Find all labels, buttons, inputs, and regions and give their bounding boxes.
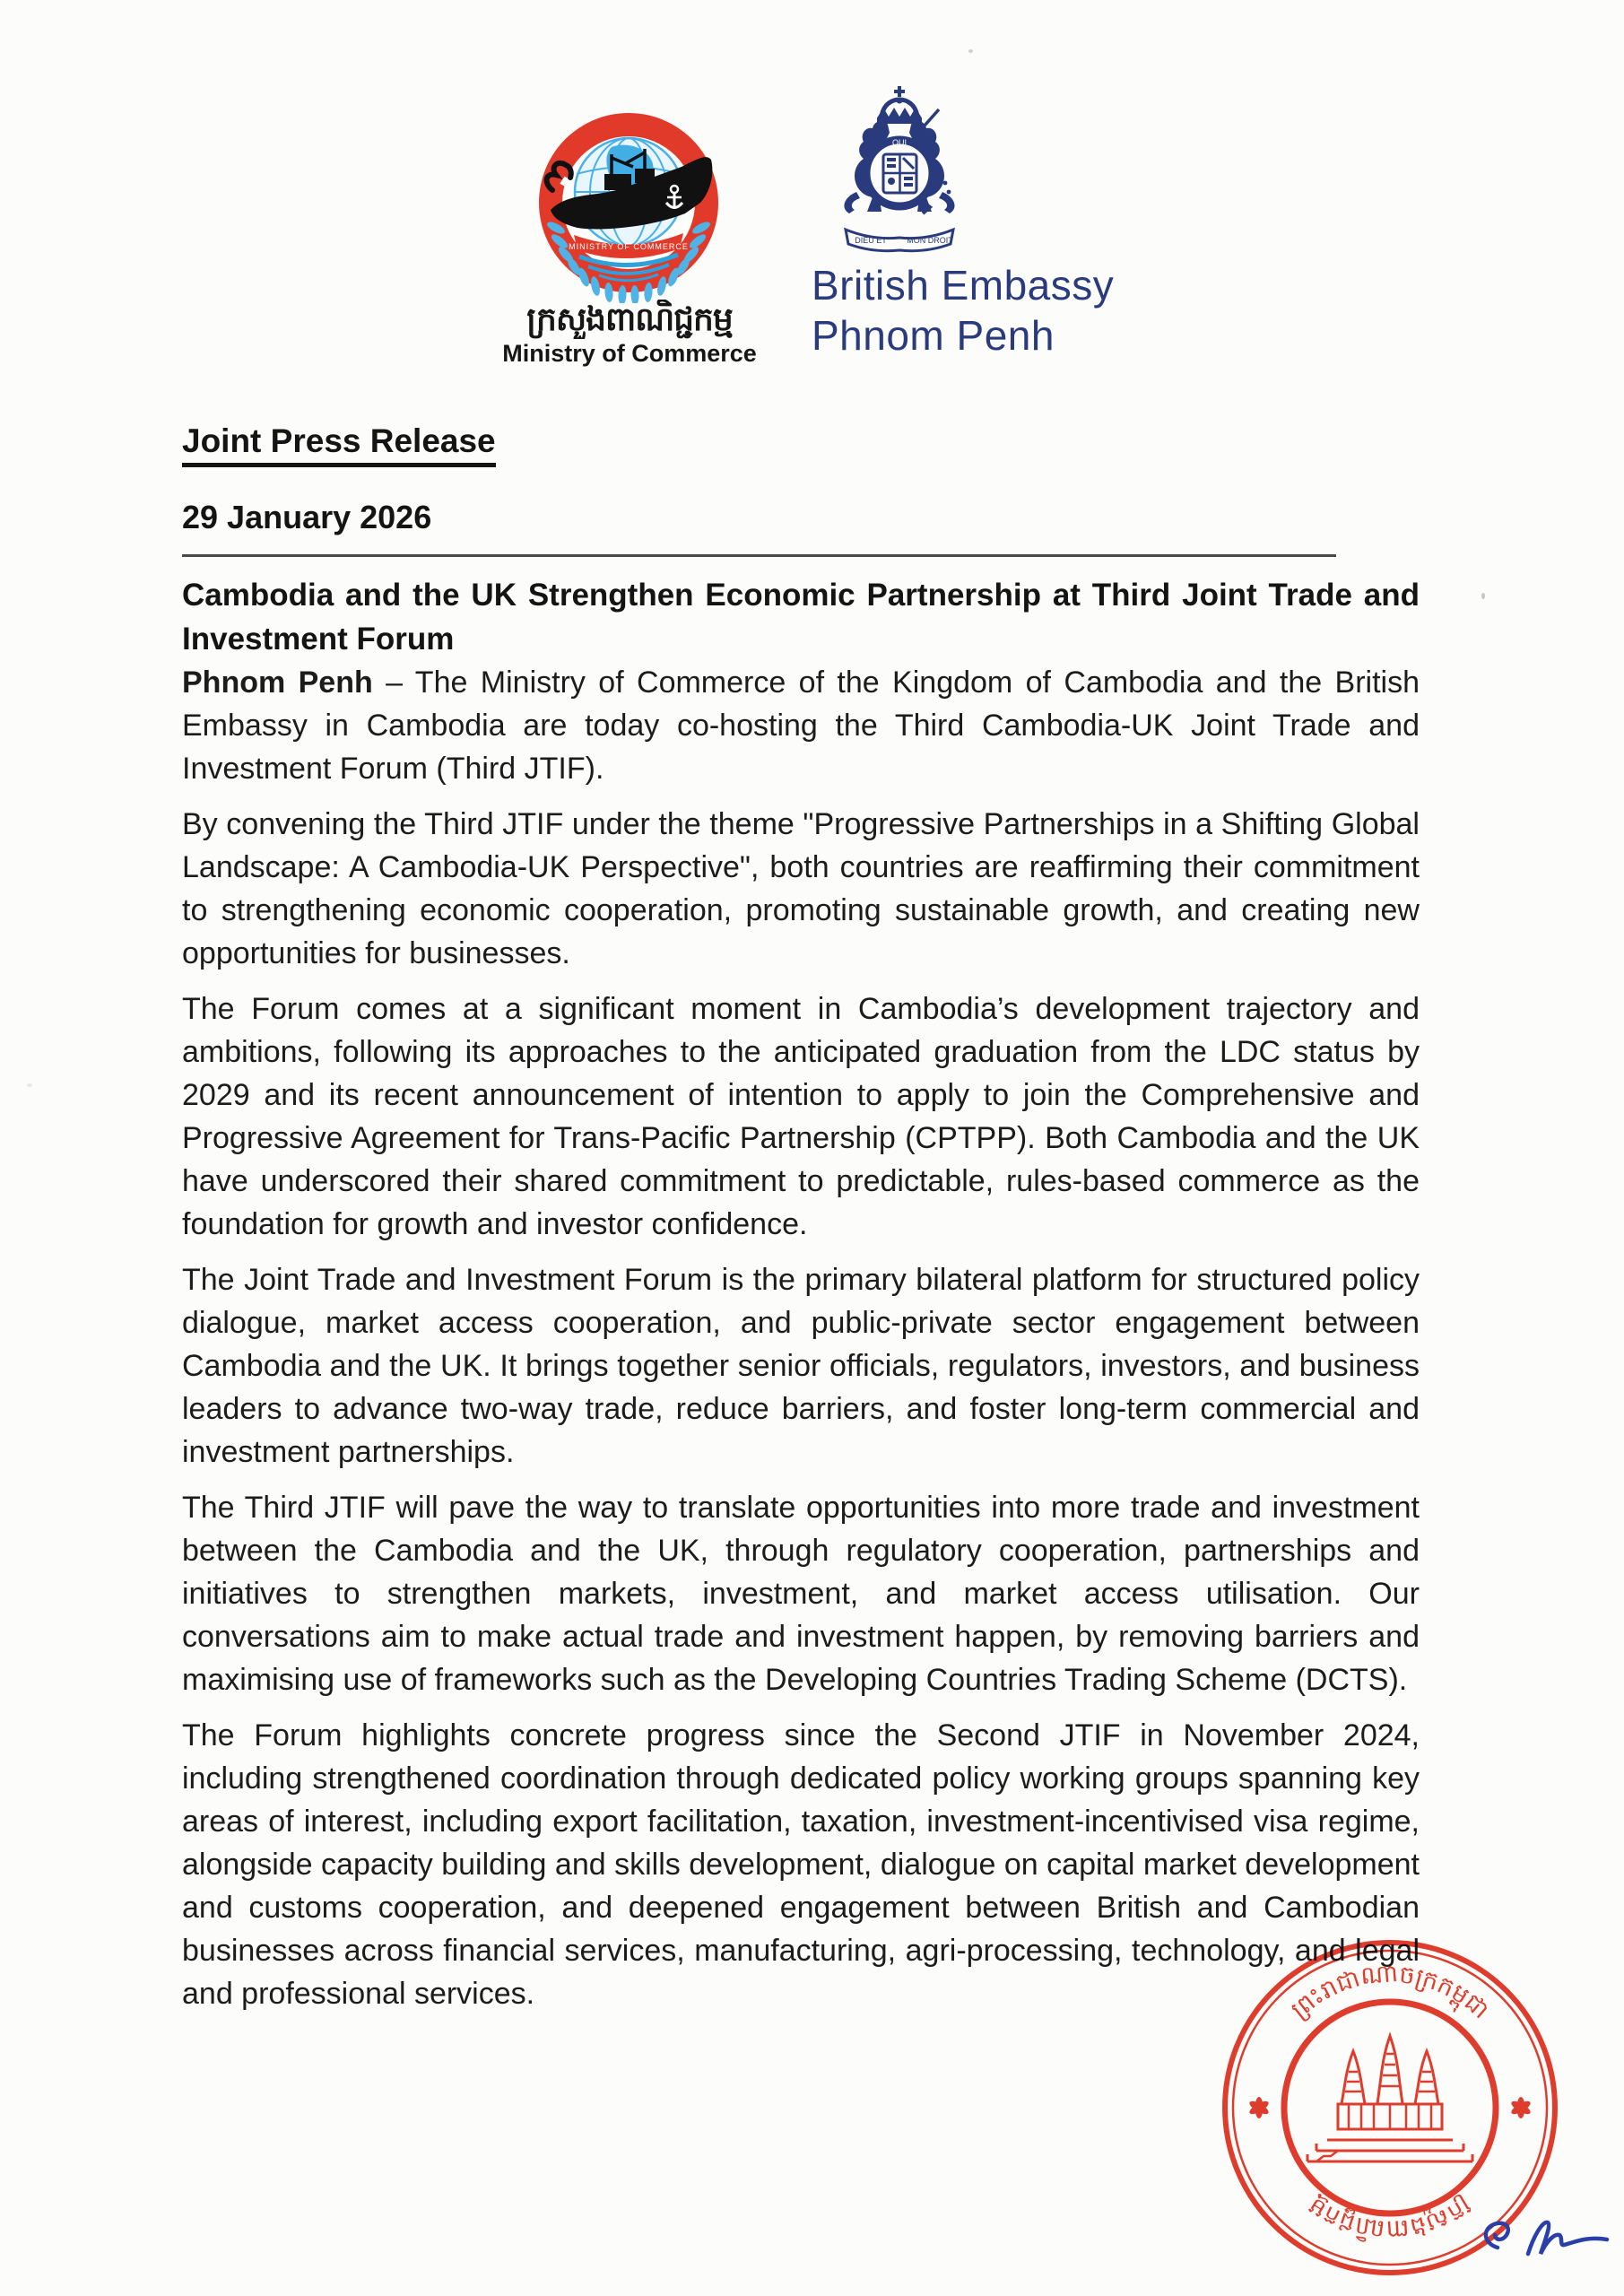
moc-english-name: Ministry of Commerce	[502, 340, 757, 367]
paragraph-6-text: The Forum highlights concrete progress since the Second JTIF in November 2024, including strengthened coordination through dedicated policy working groups spanning key areas of interest, including export facilitation, taxation, investment-incentivised visa regime, alongside capacity building and skills development, dialogue on capital market development and customs cooperation, and deepened engagement between British and Cambodian businesses across financial services, manufacturing, agri-processing, technology, and legal and professional services.	[182, 1718, 1420, 2011]
ministry-of-commerce-logo-icon	[525, 104, 732, 303]
scan-speck	[27, 1083, 32, 1087]
garter-motto-text: QUI	[891, 138, 908, 147]
paragraph-3	[182, 987, 1420, 1246]
embassy-name	[812, 260, 1114, 361]
scroll-left-text: DIEU ET	[855, 236, 887, 245]
paragraph-4-text: The Joint Trade and Investment Forum is the primary bilateral platform for structured policy dialogue, market access cooperation, and public-private sector engagement between Cambodia and the UK. It brings together senior officials, regulators, investors, and business leaders to advance two-way trade, reduce barriers, and foster long-term commercial and investment partnerships.	[182, 1263, 1420, 1469]
paragraph-4	[182, 1258, 1420, 1474]
stamp-bottom-khmer-text: ក្រសួងពាណិជ្ជកម្ម	[1303, 2192, 1477, 2244]
document-title: Joint Press Release	[182, 422, 496, 467]
scan-speck	[1481, 593, 1485, 599]
divider-rule	[182, 554, 1336, 557]
document-date: 29 January 2026	[182, 499, 432, 535]
paragraph-5	[182, 1486, 1420, 1701]
handwritten-initials-signature	[1471, 2197, 1624, 2280]
motto-scroll	[846, 230, 953, 251]
dateline: Phnom Penh	[182, 665, 373, 700]
angkor-wat-icon	[1307, 2036, 1472, 2161]
embassy-name-line1: British Embassy	[812, 262, 1115, 309]
paragraph-3-text: The Forum comes at a significant moment in Cambodia’s development trajectory and ambitions, following its approaches to the anticipated graduation from the LDC status by 2029 and its recent announcement of intention to apply to join the Comprehensive and Progressive Agreement for Trans-Pacific Partnership (CPTPP). Both Cambodia and the UK have underscored their shared commitment to predictable, rules-based commerce as the foundation for growth and investor confidence.	[182, 992, 1420, 1241]
paragraph-2-text: By convening the Third JTIF under the theme "Progressive Partnerships in a Shifting Global Landscape: A Cambodia-UK Perspective", both countries are reaffirming their commitment to strengthening economic cooperation, promoting sustainable growth, and creating new opportunities for businesses.	[182, 807, 1420, 970]
banner-text: MINISTRY OF COMMERCE	[569, 242, 689, 251]
crown-icon	[877, 86, 922, 124]
scan-speck	[968, 49, 973, 53]
stamp-flower-left-icon	[1247, 2097, 1270, 2118]
document-headline: Cambodia and the UK Strengthen Economic Partnership at Third Joint Trade and Investment Forum	[182, 578, 1420, 657]
embassy-name-line2: Phnom Penh	[812, 312, 1055, 359]
document-body	[182, 422, 1420, 2028]
stamp-flower-right-icon	[1509, 2097, 1532, 2118]
moc-khmer-name: ក្រសួងពាណិជ្ជកម្ម	[526, 300, 733, 337]
paragraph-1-text: – The Ministry of Commerce of the Kingdom of Cambodia and the British Embassy in Cambodia are today co-hosting the Third Cambodia-UK Joint Trade and Investment Forum (Third JTIF).	[182, 665, 1420, 786]
paragraph-2	[182, 803, 1420, 975]
moc-caption	[459, 300, 800, 368]
stamp-top-khmer-text: ព្រះរាជាណាចក្រកម្ពុជា	[1285, 1959, 1495, 2024]
paragraph-1	[182, 661, 1420, 790]
royal-coat-of-arms-icon	[801, 86, 1003, 262]
scroll-right-text: MON DROIT	[907, 236, 953, 245]
paragraph-5-text: The Third JTIF will pave the way to translate opportunities into more trade and investment between the Cambodia and the UK, through regulatory cooperation, partnerships and initiatives to strengthen markets, investment, and market access utilisation. Our conversations aim to make actual trade and investment happen, by removing barriers and maximising use of frameworks such as the Developing Countries Trading Scheme (DCTS).	[182, 1491, 1420, 1697]
